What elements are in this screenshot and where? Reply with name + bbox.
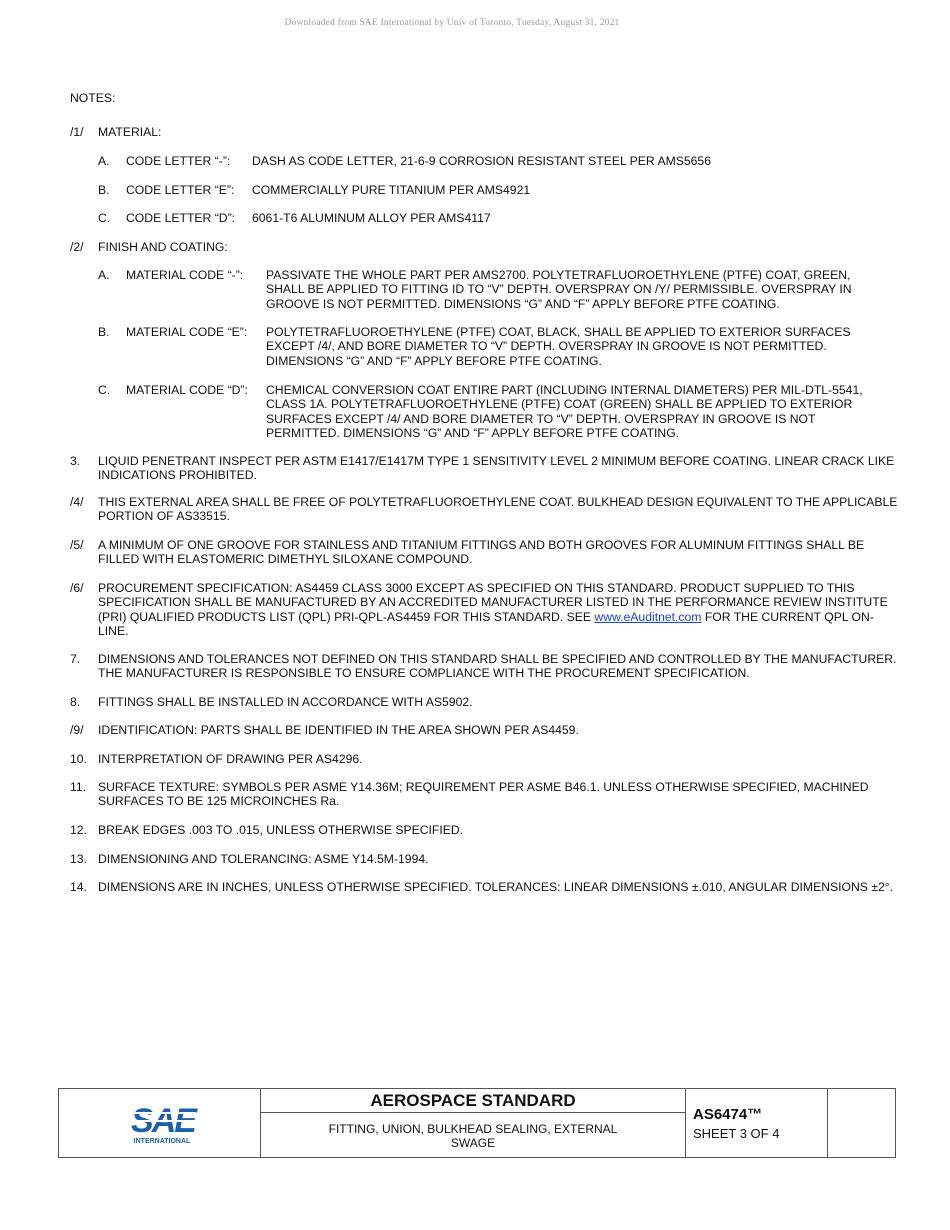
note-text: LIQUID PENETRANT INSPECT PER ASTM E1417/E1417M TYPE 1 SENSITIVITY LEVEL 2 MINIMUM BEFORE COATING. LINEAR CRACK LIKE INDICATIONS PROHIBITED. bbox=[98, 454, 895, 483]
note-text: BREAK EDGES .003 TO .015, UNLESS OTHERWISE SPECIFIED. bbox=[98, 823, 464, 837]
note-number: 3. bbox=[70, 454, 81, 468]
note-number: 7. bbox=[70, 652, 81, 666]
eauditnet-link[interactable]: www.eAuditnet.com bbox=[594, 609, 702, 624]
item-letter: C. bbox=[98, 383, 111, 397]
item-code: CODE LETTER “D”: bbox=[126, 211, 236, 225]
note-number: 14. bbox=[70, 880, 87, 894]
item-text: POLYTETRAFLUOROETHYLENE (PTFE) COAT, BLACK, SHALL BE APPLIED TO EXTERIOR SURFACES EXCEPT /4/, AND BORE DIAMETER TO “V” DEPTH. OVERSPRAY IN GROOVE IS NOT PERMITTED. DIMENSIONS “G” AND “F” APPLY BEFORE PTFE COATING. bbox=[266, 325, 851, 368]
item-code: MATERIAL CODE “-”: bbox=[126, 268, 244, 282]
svg-text:INTERNATIONAL: INTERNATIONAL bbox=[133, 1138, 191, 1145]
note-text: DIMENSIONING AND TOLERANCING: ASME Y14.5M-1994. bbox=[98, 852, 429, 866]
item-text: COMMERCIALLY PURE TITANIUM PER AMS4921 bbox=[252, 183, 531, 197]
note-text: FITTINGS SHALL BE INSTALLED IN ACCORDANCE WITH AS5902. bbox=[98, 695, 473, 709]
notes-heading: NOTES: bbox=[70, 91, 116, 105]
title-cell bbox=[261, 1089, 686, 1157]
document-number: AS6474™ bbox=[693, 1106, 763, 1123]
note-number: /6/ bbox=[70, 581, 84, 595]
note-text: FINISH AND COATING: bbox=[98, 240, 228, 254]
note-text: THIS EXTERNAL AREA SHALL BE FREE OF POLYTETRAFLUOROETHYLENE COAT. BULKHEAD DESIGN EQUIVALENT TO THE APPLICABLE PORTION OF AS33515. bbox=[98, 495, 898, 524]
note-6-text-after: FOR THE CURRENT QPL ON-LINE. bbox=[98, 609, 874, 639]
note-number: /4/ bbox=[70, 495, 84, 509]
part-description bbox=[261, 1122, 685, 1150]
item-letter: A. bbox=[98, 154, 110, 168]
item-letter: A. bbox=[98, 268, 110, 282]
item-text: CHEMICAL CONVERSION COAT ENTIRE PART (INCLUDING INTERNAL DIAMETERS) PER MIL-DTL-5541, CLASS 1A. POLYTETRAFLUOROETHYLENE (PTFE) COAT (GREEN) SHALL BE APPLIED TO EXTERIOR SURFACES EXCEPT /4/ AND BORE DIAMETER TO “V” DEPTH. OVERSPRAY IN GROOVE IS NOT PERMITTED. DIMENSIONS “G” AND “F” APPLY BEFORE PTFE COATING. bbox=[266, 383, 863, 441]
standard-type-heading: AEROSPACE STANDARD bbox=[261, 1089, 685, 1113]
logo-cell bbox=[59, 1089, 261, 1157]
item-letter: B. bbox=[98, 325, 110, 339]
note-text: A MINIMUM OF ONE GROOVE FOR STAINLESS AND TITANIUM FITTINGS AND BOTH GROOVES FOR ALUMINUM FITTINGS SHALL BE FILLED WITH ELASTOMERIC DIMETHYL SILOXANE COMPOUND. bbox=[98, 538, 865, 567]
sae-logo bbox=[127, 1101, 199, 1147]
download-watermark: Downloaded from SAE International by Univ of Toronto, Tuesday, August 31, 2021 bbox=[284, 18, 620, 28]
item-letter: B. bbox=[98, 183, 110, 197]
note-number: 13. bbox=[70, 852, 87, 866]
item-code: CODE LETTER “-”: bbox=[126, 154, 231, 168]
note-number: /5/ bbox=[70, 538, 84, 552]
part-description-line-1: FITTING, UNION, BULKHEAD SEALING, EXTERNAL bbox=[328, 1122, 618, 1136]
note-text: SURFACE TEXTURE: SYMBOLS PER ASME Y14.36M; REQUIREMENT PER ASME B46.1. UNLESS OTHERWISE SPECIFIED, MACHINED SURFACES TO BE 125 MICROINCHES Ra. bbox=[98, 780, 869, 809]
note-number: /2/ bbox=[70, 240, 84, 254]
note-text: DIMENSIONS ARE IN INCHES, UNLESS OTHERWISE SPECIFIED. TOLERANCES: LINEAR DIMENSIONS ±.010, ANGULAR DIMENSIONS ±2°. bbox=[98, 880, 894, 894]
item-text: DASH AS CODE LETTER, 21-6-9 CORROSION RESISTANT STEEL PER AMS5656 bbox=[252, 154, 711, 168]
note-text bbox=[98, 581, 898, 639]
note-text: IDENTIFICATION: PARTS SHALL BE IDENTIFIED IN THE AREA SHOWN PER AS4459. bbox=[98, 723, 579, 737]
part-description-line-2: SWAGE bbox=[450, 1136, 496, 1150]
sheet-number: SHEET 3 OF 4 bbox=[693, 1126, 780, 1141]
item-code: CODE LETTER “E”: bbox=[126, 183, 235, 197]
note-text: DIMENSIONS AND TOLERANCES NOT DEFINED ON THIS STANDARD SHALL BE SPECIFIED AND CONTROLLED BY THE MANUFACTURER. THE MANUFACTURER IS RESPONSIBLE TO ENSURE COMPLIANCE WITH THE PROCUREMENT SPECIFICATION. bbox=[98, 652, 897, 681]
note-number: 10. bbox=[70, 752, 87, 766]
note-number: 8. bbox=[70, 695, 81, 709]
revision-cell bbox=[828, 1089, 895, 1157]
item-text: PASSIVATE THE WHOLE PART PER AMS2700. POLYTETRAFLUOROETHYLENE (PTFE) COAT, GREEN, SHALL BE APPLIED TO FITTING ID TO “V” DEPTH. OVERSPRAY ON /Y/ PERMISSIBLE. OVERSPRAY IN GROOVE IS NOT PERMITTED. DIMENSIONS “G” AND “F” APPLY BEFORE PTFE COATING. bbox=[266, 268, 852, 311]
note-text: INTERPRETATION OF DRAWING PER AS4296. bbox=[98, 752, 363, 766]
note-number: 12. bbox=[70, 823, 87, 837]
item-letter: C. bbox=[98, 211, 111, 225]
item-code: MATERIAL CODE “E”: bbox=[126, 325, 248, 339]
item-code: MATERIAL CODE “D”: bbox=[126, 383, 248, 397]
note-number: /9/ bbox=[70, 723, 84, 737]
note-6-text-before: PROCUREMENT SPECIFICATION: AS4459 CLASS 3000 EXCEPT AS SPECIFIED ON THIS STANDARD. PRODUCT SUPPLIED TO THIS SPECIFICATION SHALL BE MANUFACTURED BY AN ACCREDITED MANUFACTURER LISTED IN THE PERFORMANCE REVIEW INSTITUTE (PRI) QUALIFIED PRODUCTS LIST (QPL) PRI-QPL-AS4459 FOR THIS STANDARD. SEE bbox=[98, 581, 888, 624]
svg-text:SAE: SAE bbox=[131, 1102, 195, 1140]
title-block bbox=[58, 1088, 896, 1158]
item-text: 6061-T6 ALUMINUM ALLOY PER AMS4117 bbox=[252, 211, 491, 225]
note-number: 11. bbox=[70, 780, 87, 794]
note-text: MATERIAL: bbox=[98, 125, 162, 139]
document-number-cell bbox=[686, 1089, 828, 1157]
note-number: /1/ bbox=[70, 125, 84, 139]
